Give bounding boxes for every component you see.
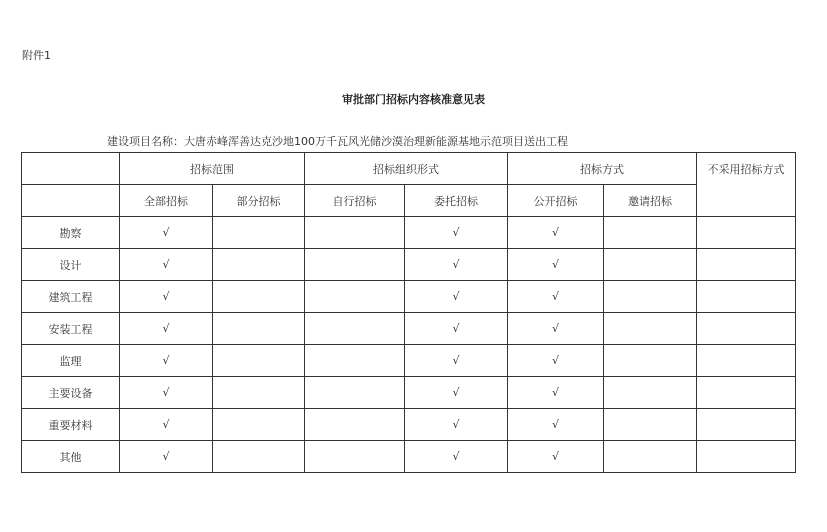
- approval-table: [21, 152, 796, 473]
- check-cell: [120, 345, 213, 377]
- empty-cell: [305, 377, 405, 409]
- check-mark: √: [162, 290, 170, 303]
- check-cell: [508, 441, 604, 473]
- sub-header-self: 自行招标: [305, 185, 405, 217]
- empty-cell: [213, 409, 305, 441]
- row-label: 设计: [22, 249, 120, 281]
- empty-cell: [305, 281, 405, 313]
- table-body: [22, 217, 796, 473]
- empty-cell: [604, 409, 697, 441]
- check-mark: √: [162, 354, 170, 367]
- check-cell: [120, 249, 213, 281]
- empty-cell: [604, 377, 697, 409]
- empty-cell: [697, 249, 796, 281]
- check-mark: √: [551, 322, 559, 335]
- table-row: [22, 377, 796, 409]
- check-mark: √: [452, 354, 460, 367]
- empty-cell: [697, 281, 796, 313]
- table-row: [22, 345, 796, 377]
- check-cell: [508, 281, 604, 313]
- empty-cell: [697, 345, 796, 377]
- header-no-bidding: 不采用招标方式: [697, 153, 796, 217]
- empty-cell: [697, 409, 796, 441]
- check-mark: √: [452, 418, 460, 431]
- check-mark: √: [551, 290, 559, 303]
- empty-cell: [213, 217, 305, 249]
- check-mark: √: [162, 226, 170, 239]
- check-cell: [120, 409, 213, 441]
- check-cell: [120, 217, 213, 249]
- empty-cell: [697, 377, 796, 409]
- row-label: 监理: [22, 345, 120, 377]
- document-title: 审批部门招标内容核准意见表: [342, 93, 485, 106]
- empty-cell: [697, 217, 796, 249]
- check-cell: [405, 281, 508, 313]
- sub-header-full: 全部招标: [120, 185, 213, 217]
- check-mark: √: [452, 258, 460, 271]
- check-mark: √: [551, 226, 559, 239]
- empty-cell: [213, 313, 305, 345]
- check-mark: √: [162, 450, 170, 463]
- empty-cell: [213, 345, 305, 377]
- check-cell: [405, 409, 508, 441]
- empty-cell: [697, 441, 796, 473]
- check-mark: √: [452, 386, 460, 399]
- empty-cell: [604, 441, 697, 473]
- check-cell: [120, 377, 213, 409]
- check-mark: √: [551, 450, 559, 463]
- row-label: 其他: [22, 441, 120, 473]
- sub-header-open: 公开招标: [508, 185, 604, 217]
- table-row: [22, 281, 796, 313]
- check-mark: √: [551, 418, 559, 431]
- check-cell: [120, 441, 213, 473]
- check-cell: [405, 217, 508, 249]
- sub-header-invited: 邀请招标: [604, 185, 697, 217]
- check-mark: √: [162, 386, 170, 399]
- row-label: 重要材料: [22, 409, 120, 441]
- empty-cell: [604, 217, 697, 249]
- check-mark: √: [551, 258, 559, 271]
- empty-cell: [305, 217, 405, 249]
- empty-cell: [604, 345, 697, 377]
- table-row: [22, 313, 796, 345]
- check-cell: [405, 377, 508, 409]
- empty-cell: [305, 345, 405, 377]
- check-cell: [508, 345, 604, 377]
- sub-header-partial: 部分招标: [213, 185, 305, 217]
- corner-cell: [22, 153, 120, 185]
- empty-cell: [213, 281, 305, 313]
- row-label: 建筑工程: [22, 281, 120, 313]
- empty-cell: [604, 281, 697, 313]
- empty-cell: [305, 249, 405, 281]
- header-bid-organization: 招标组织形式: [305, 153, 508, 185]
- check-cell: [508, 377, 604, 409]
- header-bid-scope: 招标范围: [120, 153, 305, 185]
- sub-header-entrusted: 委托招标: [405, 185, 508, 217]
- check-mark: √: [162, 258, 170, 271]
- check-cell: [405, 345, 508, 377]
- check-cell: [508, 217, 604, 249]
- empty-cell: [305, 441, 405, 473]
- check-cell: [120, 281, 213, 313]
- empty-cell: [697, 313, 796, 345]
- empty-cell: [604, 313, 697, 345]
- group-header-row: [22, 153, 796, 185]
- empty-cell: [305, 313, 405, 345]
- empty-cell: [213, 441, 305, 473]
- check-mark: √: [452, 226, 460, 239]
- empty-cell: [213, 377, 305, 409]
- empty-cell: [213, 249, 305, 281]
- check-mark: √: [162, 418, 170, 431]
- row-label: 勘察: [22, 217, 120, 249]
- check-mark: √: [551, 386, 559, 399]
- table-row: [22, 217, 796, 249]
- table-row: [22, 249, 796, 281]
- row-label: 安装工程: [22, 313, 120, 345]
- check-cell: [405, 313, 508, 345]
- check-mark: √: [452, 290, 460, 303]
- check-cell: [508, 313, 604, 345]
- header-bid-method: 招标方式: [508, 153, 697, 185]
- check-mark: √: [452, 450, 460, 463]
- table-row: [22, 441, 796, 473]
- table-row: [22, 409, 796, 441]
- check-mark: √: [551, 354, 559, 367]
- check-cell: [508, 249, 604, 281]
- row-label: 主要设备: [22, 377, 120, 409]
- check-cell: [120, 313, 213, 345]
- empty-cell: [604, 249, 697, 281]
- attachment-label: 附件1: [22, 49, 51, 62]
- project-name-line: 建设项目名称：大唐赤峰浑善达克沙地100万千瓦风光储沙漠治理新能源基地示范项目送出工程: [107, 135, 568, 148]
- check-mark: √: [162, 322, 170, 335]
- corner-cell-sub: [22, 185, 120, 217]
- empty-cell: [305, 409, 405, 441]
- check-mark: √: [452, 322, 460, 335]
- check-cell: [508, 409, 604, 441]
- sub-header-row: [22, 185, 796, 217]
- check-cell: [405, 441, 508, 473]
- check-cell: [405, 249, 508, 281]
